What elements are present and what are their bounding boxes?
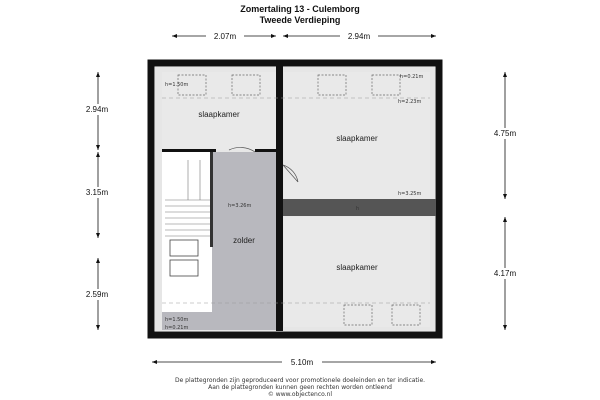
beam: [283, 199, 436, 216]
stair-wall: [210, 152, 213, 247]
height-top-right: h=0.21m: [400, 74, 424, 80]
disclaimer-line-1: De plattegronden zijn geproduceerd voor promotionele doeleinden en ter indicatie.: [174, 377, 426, 384]
dim-left-top: 2.94m: [85, 105, 109, 114]
dim-bottom: 5.10m: [290, 358, 314, 367]
disclaimer-line-3: © www.objectenco.nl: [267, 391, 333, 398]
height-zolder: h=3.26m: [228, 203, 252, 209]
dim-right-top: 4.75m: [493, 129, 517, 138]
dim-top-left: 2.07m: [213, 32, 237, 41]
label-slaapkamer-bottom-right: slaapkamer: [336, 263, 378, 272]
height-right-upper: h=2.23m: [398, 99, 422, 105]
height-bottom-left-2: h=0.21m: [165, 325, 189, 331]
label-slaapkamer-top-right: slaapkamer: [336, 134, 378, 143]
height-beam: h: [356, 206, 360, 212]
plan-subtitle: Tweede Verdieping: [259, 15, 341, 25]
height-bottom-left-1: h=1.50m: [165, 317, 189, 323]
stair-area: [162, 152, 212, 312]
label-slaapkamer-left: slaapkamer: [198, 110, 240, 119]
label-zolder: zolder: [233, 236, 255, 245]
plan-title: Zomertaling 13 - Culemborg: [240, 4, 360, 14]
dim-right-bottom: 4.17m: [493, 269, 517, 278]
height-top-left: h=1.50m: [165, 82, 189, 88]
dim-left-bottom: 2.59m: [85, 290, 109, 299]
center-wall: [276, 66, 283, 331]
wall-left-mid: [162, 149, 216, 152]
wall-left-mid-2: [255, 149, 276, 152]
disclaimer-line-2: Aan de plattegronden kunnen geen rechten worden ontleend: [208, 384, 392, 391]
dim-left-middle: 3.15m: [85, 188, 109, 197]
height-right-lower: h=3.25m: [398, 191, 422, 197]
room-slaapkamer-bottom-right: [284, 217, 430, 327]
dim-top-right: 2.94m: [347, 32, 371, 41]
